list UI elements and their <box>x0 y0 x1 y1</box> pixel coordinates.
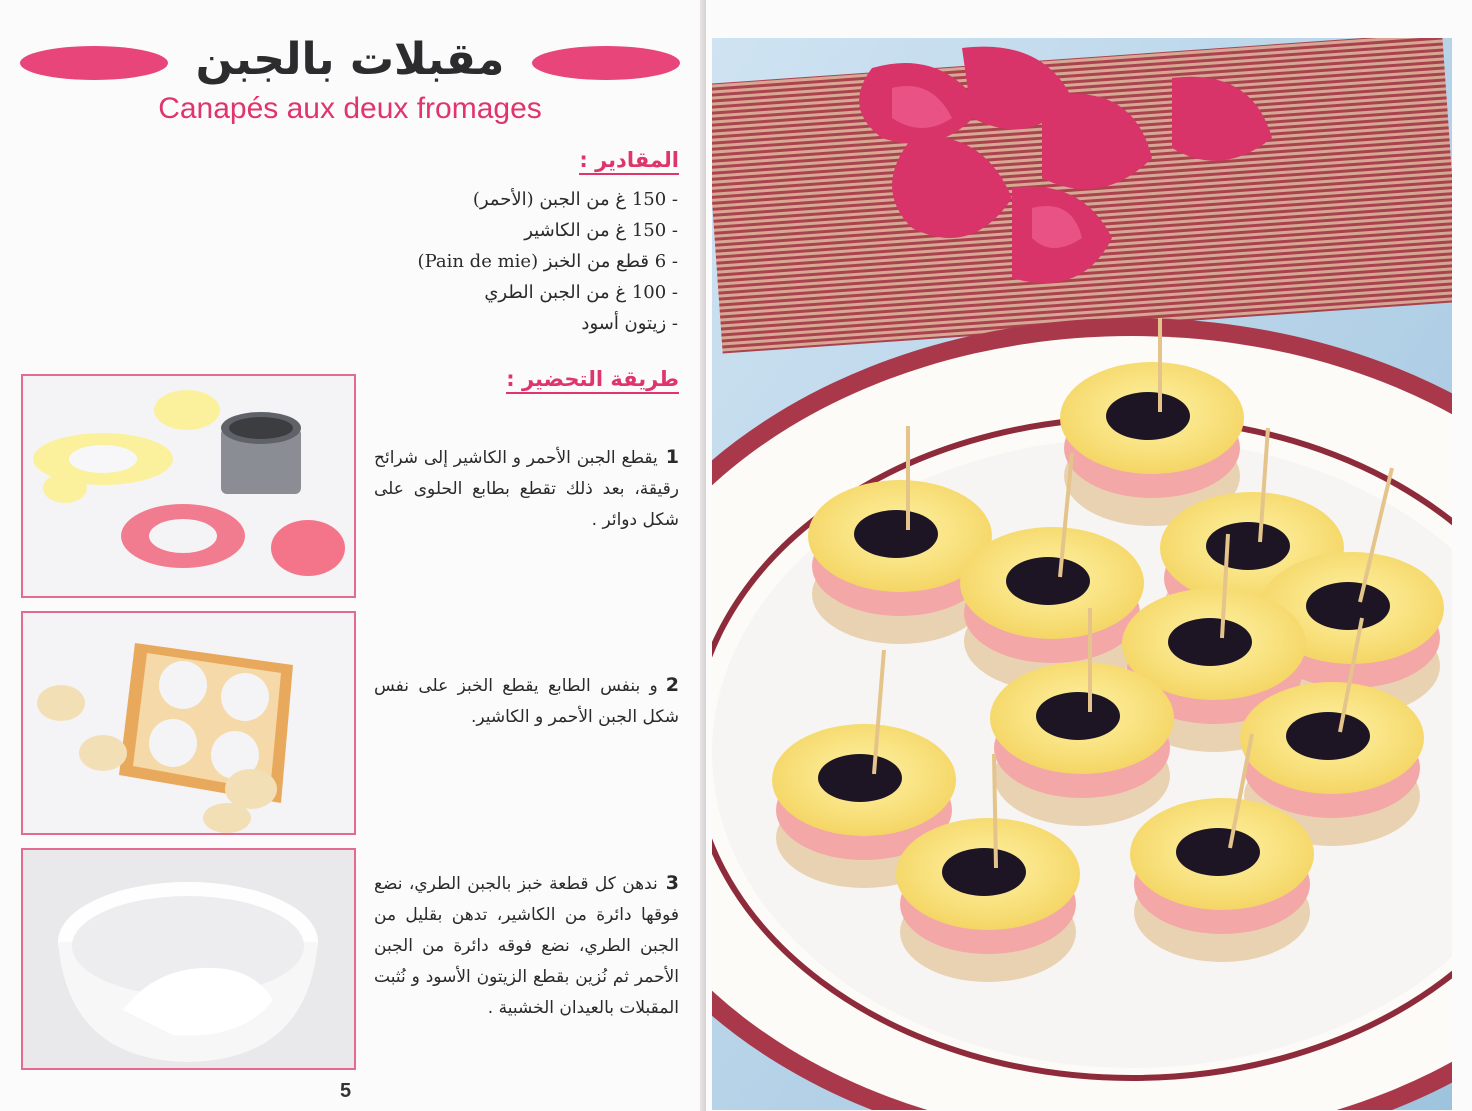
canapes-photo <box>712 38 1452 1110</box>
page-number-left: 5 <box>340 1080 352 1102</box>
ingredient-item: - 6 قطع من الخبز (Pain de mie) <box>417 251 678 272</box>
step-number: 1 <box>665 446 679 468</box>
ingredient-item: - 150 غ من الكاشير <box>524 220 678 241</box>
recipe-title-french: Canapés aux deux fromages <box>158 92 542 125</box>
ingredients-heading: المقادير : <box>579 148 679 175</box>
step-text: ندهن كل قطعة خبز بالجبن الطري، نضع فوقها دائرة من الكاشير، تدهن بقليل من الجبن الطري، نضع فوقه دائرة من الجبن الأحمر ثم نُزين بقطع الزيتون الأسود و نُثبت المقبلات بالعيدان الخشبية . <box>374 874 679 1018</box>
step-text: يقطع الجبن الأحمر و الكاشير إلى شرائح رقيقة، بعد ذلك تقطع بطابع الحلوى على شكل دوائر . <box>374 448 679 530</box>
step-2-photo <box>21 611 356 835</box>
step-number: 2 <box>665 674 679 696</box>
step-3-photo <box>21 848 356 1070</box>
decorative-ellipse-right <box>532 46 680 80</box>
ingredient-item: - 150 غ من الجبن (الأحمر) <box>472 189 678 210</box>
step-2 <box>374 670 679 733</box>
step-text: و بنفس الطابع يقطع الخبز على نفس شكل الجبن الأحمر و الكاشير. <box>374 676 679 727</box>
step-1 <box>374 442 679 536</box>
method-heading: طريقة التحضير : <box>506 367 679 394</box>
ingredient-item: - زيتون أسود <box>581 313 678 334</box>
step-1-photo <box>21 374 356 598</box>
step-number: 3 <box>665 872 679 894</box>
step-3 <box>374 868 679 1024</box>
ingredient-item: - 100 غ من الجبن الطري <box>484 282 678 303</box>
left-page <box>0 0 706 1111</box>
recipe-title-arabic: مقبلات بالجبن <box>195 34 505 85</box>
decorative-ellipse-left <box>20 46 168 80</box>
ingredients-list <box>348 184 678 339</box>
